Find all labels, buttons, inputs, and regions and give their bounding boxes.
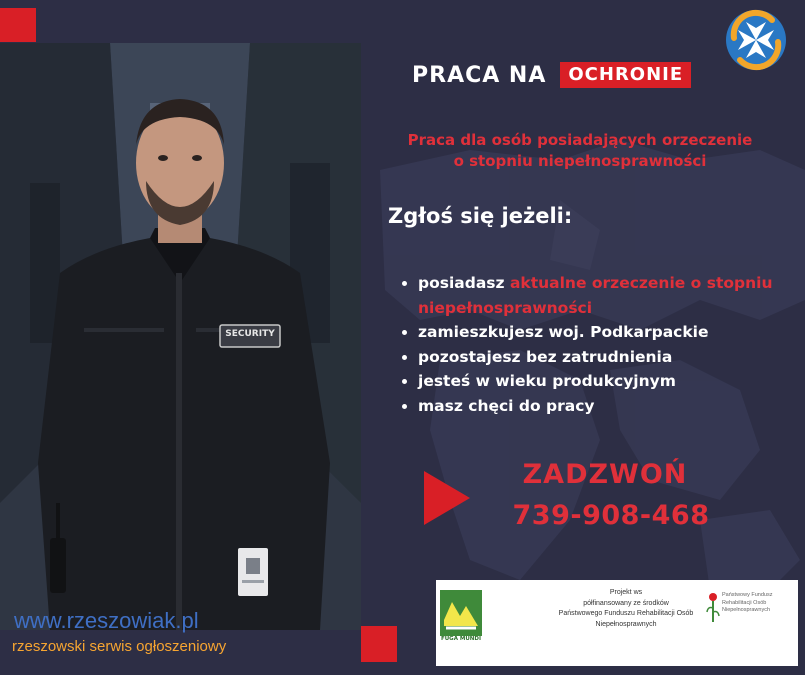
list-item-text: posiadasz xyxy=(418,274,510,292)
phone-number[interactable]: 739-908-468 xyxy=(512,500,710,531)
project-line-3: Państwowego Funduszu Rehabilitacji Osób xyxy=(558,610,694,617)
decor-square-red xyxy=(0,8,36,42)
play-triangle-icon xyxy=(424,471,470,525)
watermark-site[interactable] xyxy=(14,608,199,634)
list-item xyxy=(400,271,795,320)
project-line-4: Niepełnosprawnych xyxy=(595,620,657,628)
fuga-mundi-logo-icon xyxy=(440,590,482,636)
list-item-highlight: aktualne orzeczenie o stopniu niepełnosprawności xyxy=(418,274,773,317)
pfron-logo-icon xyxy=(706,592,720,624)
list-item: pozostajesz bez zatrudnienia xyxy=(400,345,795,370)
requirements-list xyxy=(400,271,795,418)
maltese-cross-emblem-icon xyxy=(724,8,788,72)
list-item: zamieszkujesz woj. Podkarpackie xyxy=(400,320,795,345)
list-item: masz chęci do pracy xyxy=(400,394,795,419)
heading-highlight: OCHRONIE xyxy=(560,62,691,88)
apply-heading: Zgłoś się jeżeli: xyxy=(388,204,573,228)
decor-square-red-bottom xyxy=(361,626,397,662)
fuga-mundi-label: FUGA MUNDI xyxy=(440,636,482,642)
project-line-1: Projekt ws xyxy=(609,589,643,596)
sponsor-box xyxy=(436,580,798,666)
pfron-label: Państwowy Fundusz Rehabilitacji Osób Niepełnosprawnych xyxy=(722,592,773,613)
project-info xyxy=(526,588,726,630)
security-badge-label: SECURITY xyxy=(225,329,275,339)
call-label: ZADZWOŃ xyxy=(522,459,688,490)
subtitle xyxy=(380,130,780,172)
watermark-name: rzeszowiak xyxy=(66,608,176,633)
heading-word: PRACA NA xyxy=(412,62,547,88)
list-item: jesteś w wieku produkcyjnym xyxy=(400,369,795,394)
security-guard-photo xyxy=(0,43,361,630)
watermark-tagline: rzeszowski serwis ogłoszeniowy xyxy=(12,638,227,655)
watermark-suffix: .pl xyxy=(175,608,199,633)
subtitle-line-1: Praca dla osób posiadających orzeczenie xyxy=(407,131,753,149)
subtitle-line-2: o stopniu niepełnosprawności xyxy=(453,152,707,170)
page-heading xyxy=(412,58,691,92)
project-line-2: półfinansowany ze środków xyxy=(583,599,669,607)
watermark-prefix: www. xyxy=(14,608,67,633)
